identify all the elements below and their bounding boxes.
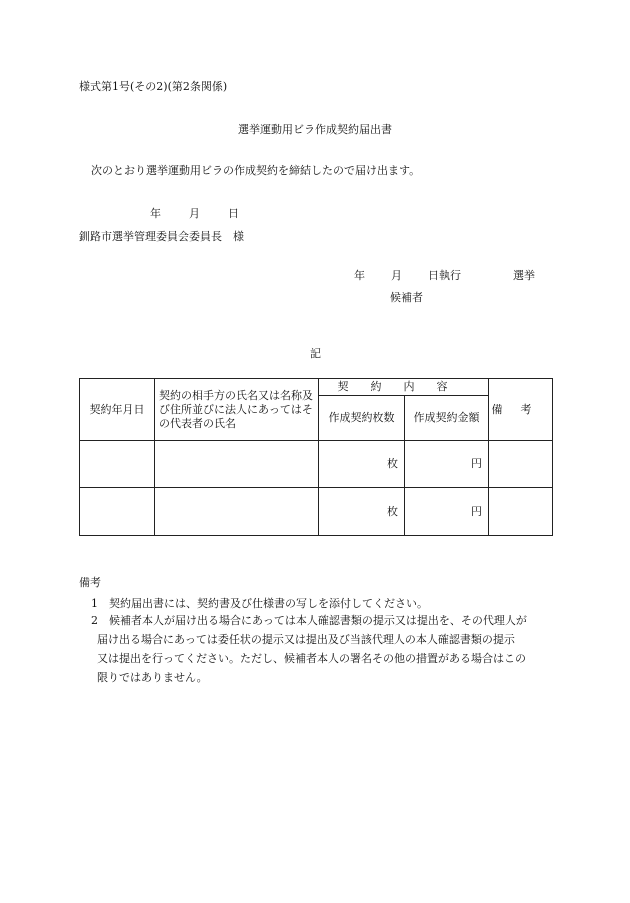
contract-party-header: 契約の相手方の氏名又は名称及び住所並びに法人にあってはその代表者の氏名 <box>155 379 319 441</box>
election-label: 選挙 <box>513 269 535 282</box>
candidate-label: 候補者 <box>390 291 423 304</box>
note-line: 届け出る場合にあっては委任状の提示又は提出及び当該代理人の本人確認書類の提示 <box>97 633 515 646</box>
ki-heading: 記 <box>310 347 321 360</box>
remarks-cell[interactable] <box>489 441 553 488</box>
note-line: 候補者本人が届け出る場合にあっては本人確認書類の提示又は提出を、その代理人が <box>109 614 527 627</box>
sheet-count-cell[interactable]: 枚 <box>319 488 405 536</box>
remarks-cell[interactable] <box>489 488 553 536</box>
election-execution-line <box>354 269 535 283</box>
table-row <box>80 488 553 536</box>
note-line: 契約届出書には、契約書及び仕様書の写しを添付してください。 <box>109 597 428 610</box>
contract-date-header: 契約年月日 <box>80 379 155 441</box>
contract-date-cell[interactable] <box>80 441 155 488</box>
amount-header: 作成契約金額 <box>405 396 489 441</box>
document-title: 選挙運動用ビラ作成契約届出書 <box>238 123 392 136</box>
exec-month-label: 月 <box>391 269 402 282</box>
contract-party-cell[interactable] <box>155 488 319 536</box>
note-line: 限りではありません。 <box>97 671 208 684</box>
intro-text: 次のとおり選挙運動用ビラの作成契約を締結したので届け出ます。 <box>91 164 421 177</box>
notes-heading: 備考 <box>79 576 101 589</box>
sheet-count-cell[interactable]: 枚 <box>319 441 405 488</box>
note-line: 又は提出を行ってください。ただし、候補者本人の署名その他の措置がある場合はこの <box>97 652 526 665</box>
month-label: 月 <box>189 207 200 220</box>
year-label: 年 <box>150 207 161 220</box>
amount-cell[interactable]: 円 <box>405 488 489 536</box>
note-number: 1 <box>91 597 98 610</box>
addressee: 釧路市選挙管理委員会委員長 様 <box>79 230 244 243</box>
table-row <box>80 441 553 488</box>
exec-year-label: 年 <box>354 269 365 282</box>
contract-party-cell[interactable] <box>155 441 319 488</box>
day-label: 日 <box>228 207 239 220</box>
sheet-count-header: 作成契約枚数 <box>319 396 405 441</box>
submission-date-line <box>150 207 239 221</box>
contract-content-header: 契約内容 <box>319 379 489 396</box>
note-number: 2 <box>91 614 98 627</box>
contract-table <box>79 378 553 536</box>
exec-day-label: 日執行 <box>428 269 461 282</box>
remarks-header: 備考 <box>489 379 553 441</box>
amount-cell[interactable]: 円 <box>405 441 489 488</box>
form-number: 様式第1号(その2)(第2条関係) <box>79 80 228 93</box>
contract-date-cell[interactable] <box>80 488 155 536</box>
